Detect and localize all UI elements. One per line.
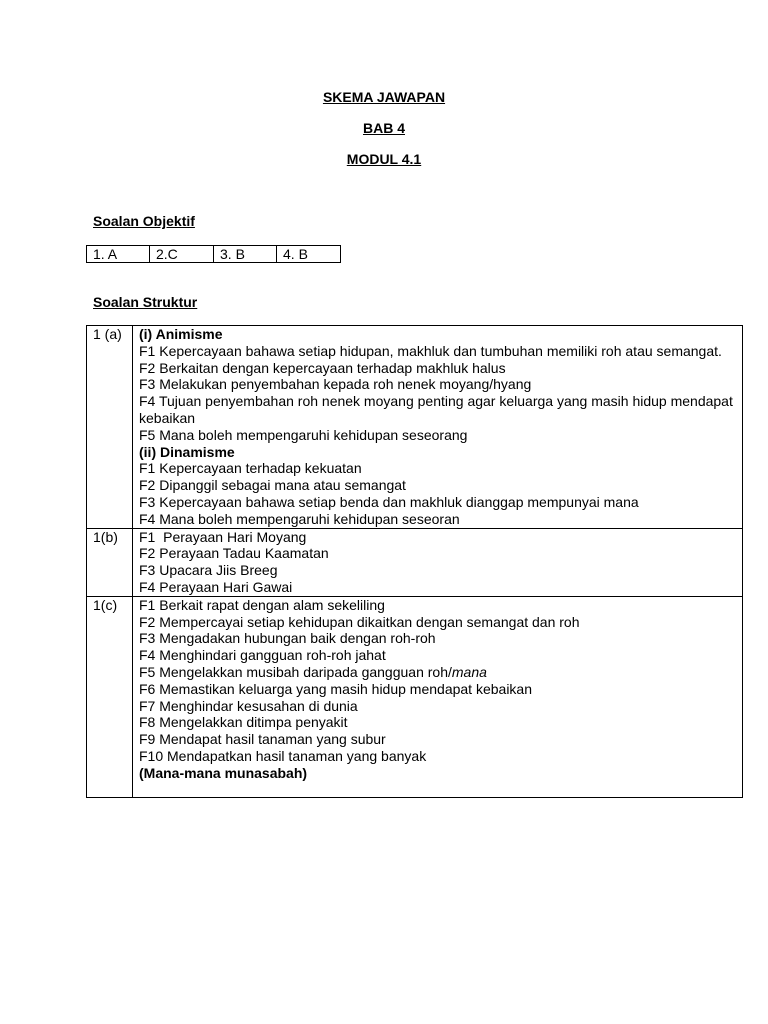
answer-point: F1 Berkait rapat dengan alam sekeliling <box>139 596 385 613</box>
answer-point: F4 Mana boleh mempengaruhi kehidupan seseoran <box>139 510 460 527</box>
answer-point <box>139 664 738 681</box>
module-heading: MODUL 4.1 <box>346 151 422 167</box>
table-row <box>87 326 743 529</box>
answer-point: F2 Berkaitan dengan kepercayaan terhadap makhluk halus <box>139 359 506 376</box>
answer-point: F2 Dipanggil sebagai mana atau semangat <box>139 477 406 494</box>
marking-note: (Mana-mana munasabah) <box>139 764 308 781</box>
answer-point: F4 Tujuan penyembahan roh nenek moyang penting agar keluarga yang masih hidup mendapat kebaikan <box>139 393 733 426</box>
answer-point: F3 Upacara Jiis Breeg <box>139 562 278 579</box>
answer-point: F1 Kepercayaan bahawa setiap hidupan, makhluk dan tumbuhan memiliki roh atau semangat. <box>139 342 722 359</box>
answer-point: F3 Melakukan penyembahan kepada roh nenek moyang/hyang <box>139 376 532 393</box>
answer-point: F5 Mana boleh mempengaruhi kehidupan seseorang <box>139 426 468 443</box>
objective-answer-2: 2.C <box>150 246 214 263</box>
answer-point: F9 Mendapat hasil tanaman yang subur <box>139 731 386 748</box>
sub-heading-animisme: (i) Animisme <box>139 326 223 342</box>
answer-point: F4 Menghindari gangguan roh-roh jahat <box>139 647 386 664</box>
question-number-1b: 1(b) <box>87 528 133 596</box>
structure-answer-table <box>86 325 743 798</box>
table-row <box>87 528 743 596</box>
structure-section-label: Soalan Struktur <box>93 294 198 310</box>
answer-point: F1 Perayaan Hari Moyang <box>139 528 307 545</box>
answer-point: F2 Perayaan Tadau Kaamatan <box>139 545 329 562</box>
answer-point-text: F5 Mengelakkan musibah daripada gangguan roh/ <box>139 663 452 680</box>
sub-heading-dinamisme: (ii) Dinamisme <box>139 443 235 460</box>
table-row <box>87 246 341 263</box>
document-title: SKEMA JAWAPAN <box>322 89 446 105</box>
question-number-1a: 1 (a) <box>87 326 133 529</box>
answer-cell-1b <box>133 528 743 596</box>
question-number-1c: 1(c) <box>87 596 133 797</box>
answer-cell-1c <box>133 596 743 797</box>
objective-answer-table <box>86 245 341 263</box>
objective-section-label: Soalan Objektif <box>93 213 195 229</box>
objective-answer-4: 4. B <box>277 246 341 263</box>
answer-point: F3 Mengadakan hubungan baik dengan roh-roh <box>139 630 436 647</box>
answer-point: F3 Kepercayaan bahawa setiap benda dan makhluk dianggap mempunyai mana <box>139 493 639 510</box>
answer-point: F7 Menghindar kesusahan di dunia <box>139 697 358 714</box>
chapter-heading: BAB 4 <box>362 120 405 136</box>
answer-cell-1a <box>133 326 743 529</box>
objective-answer-3: 3. B <box>214 246 277 263</box>
answer-point-italic-term: mana <box>451 663 487 680</box>
answer-point: F6 Memastikan keluarga yang masih hidup mendapat kebaikan <box>139 680 533 697</box>
answer-point: F4 Perayaan Hari Gawai <box>139 578 293 595</box>
answer-point: F2 Mempercayai setiap kehidupan dikaitkan dengan semangat dan roh <box>139 613 580 630</box>
objective-answer-1: 1. A <box>87 246 150 263</box>
answer-point: F10 Mendapatkan hasil tanaman yang banyak <box>139 747 427 764</box>
table-row <box>87 596 743 797</box>
answer-point: F1 Kepercayaan terhadap kekuatan <box>139 460 362 477</box>
answer-point: F8 Mengelakkan ditimpa penyakit <box>139 714 348 731</box>
